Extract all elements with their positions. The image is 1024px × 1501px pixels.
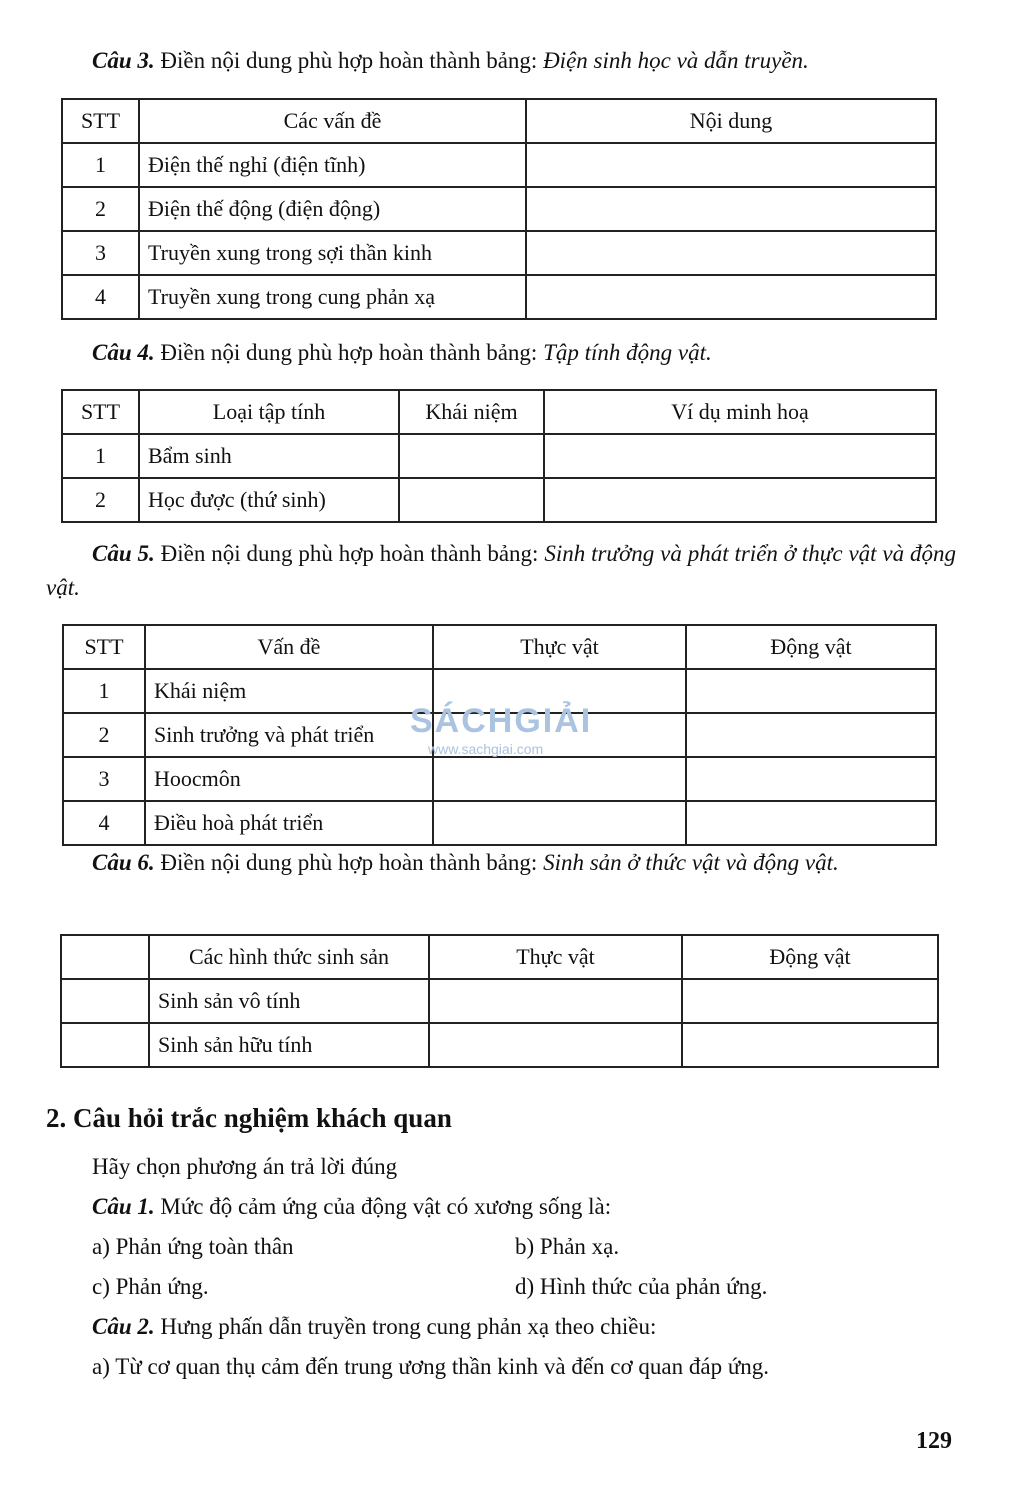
row-number [61,979,149,1023]
question-title: Sinh sản ở thức vật và động vật. [543,850,839,875]
table-row [62,187,936,231]
mc-question-2 [92,1310,656,1344]
header-cell: Các hình thức sinh sản [149,935,429,979]
question-text: Điền nội dung phù hợp hoàn thành bảng: [154,541,545,566]
mc2-option-a: a) Từ cơ quan thụ cảm đến trung ương thần kinh và đến cơ quan đáp ứng. [92,1354,770,1379]
row-number: 3 [62,231,139,275]
page-number: 129 [916,1428,952,1454]
mc1-option-a: a) Phản ứng toàn thân [92,1234,294,1259]
answer-cell [544,434,936,478]
header-cell: Khái niệm [399,390,544,434]
row-topic: Hoocmôn [145,757,433,801]
row-topic: Sinh sản hữu tính [149,1023,429,1067]
section-heading: 2. Câu hỏi trắc nghiệm khách quan [46,1103,452,1133]
row-topic: Điện thế nghỉ (điện tĩnh) [139,143,526,187]
mc1-option-b: b) Phản xạ. [515,1234,620,1259]
question-4-prompt [92,336,712,370]
table-row [62,434,936,478]
question-text: Điền nội dung phù hợp hoàn thành bảng: [154,340,544,365]
answer-cell [433,713,686,757]
answer-cell [526,187,936,231]
header-cell: STT [63,625,145,669]
row-number: 3 [63,757,145,801]
question-3-prompt [92,44,809,78]
row-number: 1 [62,143,139,187]
question-title: Sinh trưởng và phát triển ở thực vật và động vật. [46,541,956,600]
table-row [63,801,936,845]
question-label: Câu 3. [92,48,155,73]
row-number: 2 [63,713,145,757]
header-cell: STT [62,390,139,434]
watermark-brand: SÁCHGIẢI [410,702,593,740]
table-row [62,143,936,187]
row-topic: Bẩm sinh [139,434,399,478]
answer-cell [526,143,936,187]
table-bio-electricity [61,98,937,320]
answer-cell [686,669,936,713]
question-6-prompt [46,846,956,880]
header-cell: Các vấn đề [139,99,526,143]
answer-cell [433,669,686,713]
row-topic: Sinh trưởng và phát triển [145,713,433,757]
row-number: 1 [62,434,139,478]
header-cell: Thực vật [429,935,682,979]
row-topic: Điều hoà phát triển [145,801,433,845]
answer-cell [526,231,936,275]
question-title: Tập tính động vật. [543,340,712,365]
answer-cell [399,478,544,522]
table-row [62,275,936,319]
row-number: 4 [62,275,139,319]
header-cell: Loại tập tính [139,390,399,434]
answer-cell [433,757,686,801]
question-label: Câu 1. [92,1194,155,1219]
question-label: Câu 5. [92,541,155,566]
header-cell: Nội dung [526,99,936,143]
answer-cell [686,713,936,757]
row-topic: Truyền xung trong cung phản xạ [139,275,526,319]
row-number: 2 [62,187,139,231]
table-animal-behavior [61,389,937,523]
row-topic: Điện thế động (điện động) [139,187,526,231]
mc1-option-d: d) Hình thức của phản ứng. [515,1274,768,1299]
header-cell: Động vật [682,935,938,979]
table-header-row [62,99,936,143]
table-header-row [62,390,936,434]
section-instruction: Hãy chọn phương án trả lời đúng [92,1154,398,1179]
answer-cell [686,757,936,801]
table-header-row [63,625,936,669]
answer-cell [433,801,686,845]
question-5-prompt [46,537,956,605]
header-cell: Ví dụ minh hoạ [544,390,936,434]
answer-cell [429,979,682,1023]
answer-cell [682,979,938,1023]
table-row [62,478,936,522]
table-row [63,713,936,757]
question-text: Mức độ cảm ứng của động vật có xương sống là: [154,1194,612,1219]
row-topic: Sinh sản vô tính [149,979,429,1023]
question-text: Điền nội dung phù hợp hoàn thành bảng: [154,48,544,73]
table-row [61,1023,938,1067]
header-cell: STT [62,99,139,143]
table-row [63,757,936,801]
watermark-url: www.sachgiai.com [428,741,544,757]
row-number [61,1023,149,1067]
question-label: Câu 2. [92,1314,155,1339]
answer-cell [429,1023,682,1067]
row-topic: Khái niệm [145,669,433,713]
row-topic: Học được (thứ sinh) [139,478,399,522]
question-title: Điện sinh học và dẫn truyền. [543,48,809,73]
table-growth-development [62,624,937,846]
answer-cell [526,275,936,319]
table-row [62,231,936,275]
mc-question-1 [92,1190,611,1224]
mc1-option-c: c) Phản ứng. [92,1274,209,1299]
header-cell: Thực vật [433,625,686,669]
question-text: Điền nội dung phù hợp hoàn thành bảng: [154,850,544,875]
row-topic: Truyền xung trong sợi thần kinh [139,231,526,275]
table-header-row [61,935,938,979]
table-row [63,669,936,713]
header-cell: Động vật [686,625,936,669]
table-row [61,979,938,1023]
header-cell [61,935,149,979]
row-number: 2 [62,478,139,522]
question-text: Hưng phấn dẫn truyền trong cung phản xạ theo chiều: [154,1314,657,1339]
table-reproduction [60,934,939,1068]
answer-cell [399,434,544,478]
answer-cell [544,478,936,522]
question-label: Câu 6. [92,850,155,875]
answer-cell [682,1023,938,1067]
header-cell: Vấn đề [145,625,433,669]
row-number: 4 [63,801,145,845]
answer-cell [686,801,936,845]
row-number: 1 [63,669,145,713]
question-label: Câu 4. [92,340,155,365]
